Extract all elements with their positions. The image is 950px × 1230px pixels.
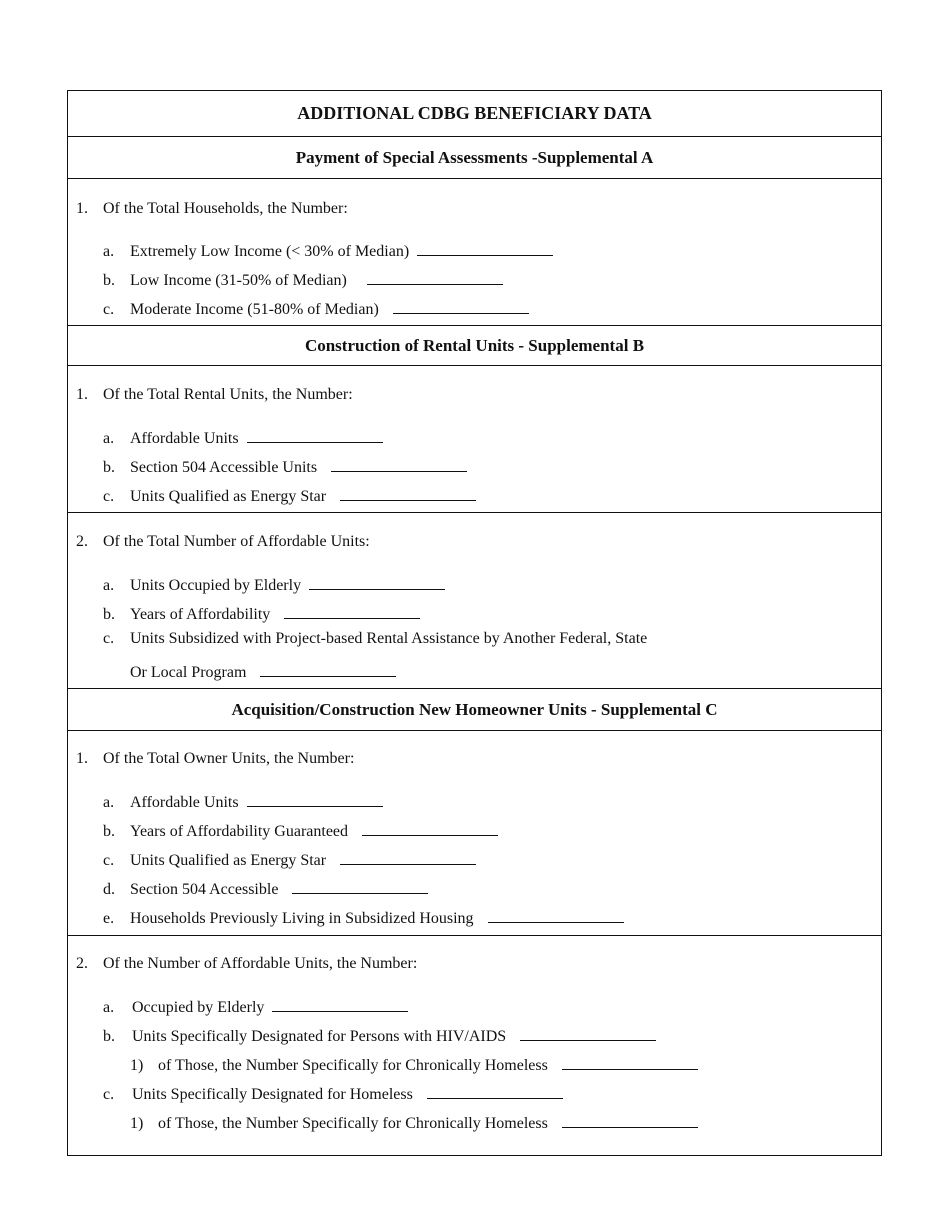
- item-label: Moderate Income (51-80% of Median): [130, 301, 379, 318]
- project-based-assistance-field[interactable]: [260, 659, 396, 677]
- question: 1. Of the Total Owner Units, the Number:: [76, 750, 355, 767]
- affordable-units-field[interactable]: [247, 425, 383, 443]
- question-text: Of the Number of Affordable Units, the Number:: [103, 955, 418, 972]
- question-text: Of the Total Owner Units, the Number:: [103, 750, 355, 767]
- list-item: b. Section 504 Accessible Units: [103, 454, 467, 477]
- list-item: b. Years of Affordability: [103, 601, 420, 624]
- list-item: d. Section 504 Accessible: [103, 876, 428, 899]
- section-504-accessible-units-field[interactable]: [331, 454, 467, 472]
- hiv-aids-units-field[interactable]: [520, 1023, 656, 1041]
- list-item: a. Units Occupied by Elderly: [103, 572, 445, 595]
- question-text: Of the Total Number of Affordable Units:: [103, 533, 370, 550]
- list-item: b. Units Specifically Designated for Persons with HIV/AIDS: [103, 1023, 656, 1046]
- energy-star-units-field[interactable]: [340, 483, 476, 501]
- item-label: of Those, the Number Specifically for Chronically Homeless: [158, 1057, 548, 1074]
- list-item: c. Units Specifically Designated for Homeless: [103, 1081, 563, 1104]
- item-label: Affordable Units: [130, 430, 239, 447]
- list-item: a. Affordable Units: [103, 425, 383, 448]
- moderate-income-field[interactable]: [393, 296, 529, 314]
- list-item: 1) of Those, the Number Specifically for Chronically Homeless: [130, 1052, 698, 1075]
- supplemental-c-question-2: [68, 936, 881, 1158]
- list-item: c. Moderate Income (51-80% of Median): [103, 296, 529, 319]
- list-item: c. Units Subsidized with Project-based Rental Assistance by Another Federal, State: [103, 630, 648, 647]
- homeless-units-field[interactable]: [427, 1081, 563, 1099]
- question: 1. Of the Total Households, the Number:: [76, 200, 348, 217]
- item-label: Units Subsidized with Project-based Rental Assistance by Another Federal, State: [130, 630, 648, 647]
- item-label: Units Qualified as Energy Star: [130, 852, 327, 869]
- list-item: a. Occupied by Elderly: [103, 994, 408, 1017]
- item-label: of Those, the Number Specifically for Chronically Homeless: [158, 1115, 548, 1132]
- item-label: Units Specifically Designated for Persons with HIV/AIDS: [132, 1028, 507, 1045]
- list-item: 1) of Those, the Number Specifically for Chronically Homeless: [130, 1110, 698, 1133]
- list-item: c. Units Qualified as Energy Star: [103, 483, 476, 506]
- list-item-continuation: [103, 659, 396, 682]
- homeless-chronically-homeless-field[interactable]: [562, 1110, 698, 1128]
- question-text: Of the Total Rental Units, the Number:: [103, 386, 353, 403]
- item-label: Households Previously Living in Subsidized Housing: [130, 910, 474, 927]
- units-occupied-by-elderly-field[interactable]: [309, 572, 445, 590]
- low-income-field[interactable]: [367, 267, 503, 285]
- item-label: Or Local Program: [130, 664, 247, 681]
- supplemental-b-question-2: [68, 513, 881, 689]
- item-label: Units Specifically Designated for Homeless: [132, 1086, 413, 1103]
- item-label: Affordable Units: [130, 794, 239, 811]
- supplemental-a-section: [68, 179, 881, 326]
- years-of-affordability-guaranteed-field[interactable]: [362, 818, 498, 836]
- extremely-low-income-field[interactable]: [417, 238, 553, 256]
- list-item: a. Extremely Low Income (< 30% of Median): [103, 238, 553, 261]
- owner-section-504-accessible-field[interactable]: [292, 876, 428, 894]
- item-label: Units Qualified as Energy Star: [130, 488, 327, 505]
- form-title: ADDITIONAL CDBG BENEFICIARY DATA: [68, 91, 881, 137]
- supplemental-b-question-1: [68, 366, 881, 513]
- supplemental-c-heading: Acquisition/Construction New Homeowner Units - Supplemental C: [68, 689, 881, 731]
- item-label: Extremely Low Income (< 30% of Median): [130, 243, 410, 260]
- owner-energy-star-units-field[interactable]: [340, 847, 476, 865]
- years-of-affordability-field[interactable]: [284, 601, 420, 619]
- item-label: Section 504 Accessible: [130, 881, 279, 898]
- item-label: Years of Affordability Guaranteed: [130, 823, 349, 840]
- question: 2. Of the Total Number of Affordable Units:: [76, 533, 370, 550]
- supplemental-c-question-1: [68, 731, 881, 936]
- item-label: Occupied by Elderly: [132, 999, 265, 1016]
- occupied-by-elderly-field[interactable]: [272, 994, 408, 1012]
- beneficiary-form: [67, 90, 882, 1156]
- list-item: c. Units Qualified as Energy Star: [103, 847, 476, 870]
- supplemental-a-heading: Payment of Special Assessments -Supplemental A: [68, 137, 881, 179]
- question: 2. Of the Number of Affordable Units, the Number:: [76, 955, 418, 972]
- question-text: Of the Total Households, the Number:: [103, 200, 348, 217]
- list-item: a. Affordable Units: [103, 789, 383, 812]
- supplemental-b-heading: Construction of Rental Units - Supplemental B: [68, 326, 881, 366]
- list-item: b. Years of Affordability Guaranteed: [103, 818, 498, 841]
- list-item: b. Low Income (31-50% of Median): [103, 267, 503, 290]
- item-label: Years of Affordability: [130, 606, 271, 623]
- item-label: Units Occupied by Elderly: [130, 577, 302, 594]
- previously-subsidized-households-field[interactable]: [488, 905, 624, 923]
- list-item: e. Households Previously Living in Subsidized Housing: [103, 905, 624, 928]
- item-label: Section 504 Accessible Units: [130, 459, 318, 476]
- question: 1. Of the Total Rental Units, the Number:: [76, 386, 353, 403]
- hiv-aids-chronically-homeless-field[interactable]: [562, 1052, 698, 1070]
- item-label: Low Income (31-50% of Median): [130, 272, 347, 289]
- owner-affordable-units-field[interactable]: [247, 789, 383, 807]
